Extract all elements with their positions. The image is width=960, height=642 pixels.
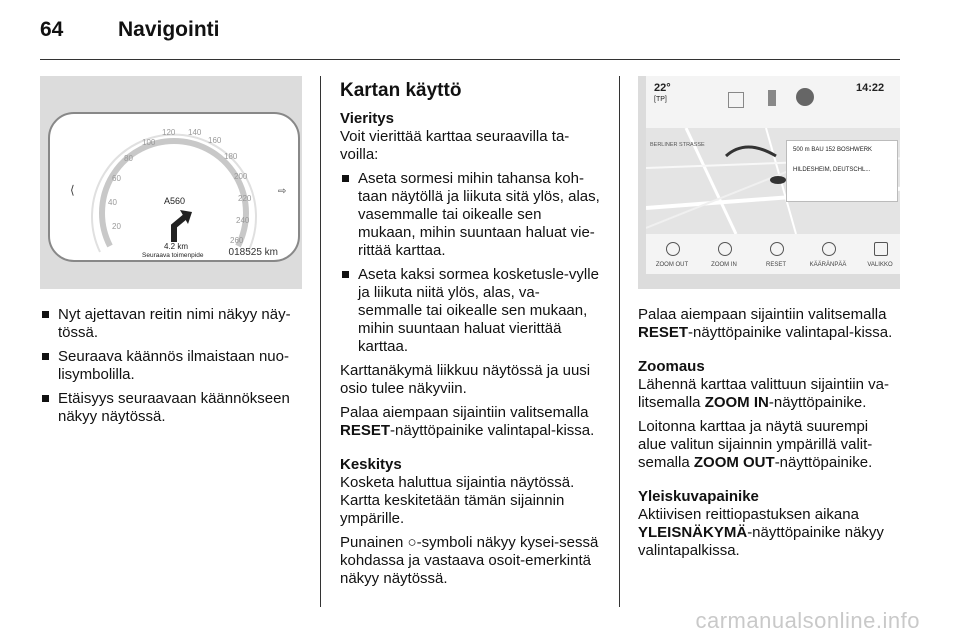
paragraph: Punainen ○-symboli näkyy kysei-sessä kohdassa ja vastaava osoit-emerkintä näkyy näytössä. — [340, 534, 599, 587]
road-label: A560 — [164, 196, 186, 206]
paragraph: Loitonna karttaa ja näytä suurempi alue valitun sijainnin ympärillä valit-semalla ZOOM OUT-näyttöpainike. — [638, 418, 873, 471]
list-item — [40, 390, 302, 426]
reset-label: RESET — [765, 262, 786, 268]
list-item — [40, 306, 302, 342]
guidance-destination: HILDESHEIM, DEUTSCHL... — [793, 167, 871, 173]
subheading-vieritys: Vieritys — [340, 110, 394, 127]
subheading-zoomaus: Zoomaus — [638, 358, 705, 375]
paragraph: Palaa aiempaan sijaintiin valitsemalla RESET-näyttöpainike valintapal-kissa. — [340, 404, 595, 439]
page-number: 64 — [40, 18, 64, 41]
page-title: Navigointi — [118, 18, 220, 41]
menu-icon — [874, 242, 888, 256]
speed-number: 20 — [112, 222, 121, 231]
next-maneuver-label: Seuraava toimenpide — [142, 252, 204, 259]
bullet-icon — [342, 175, 349, 182]
zoom-out-icon — [666, 242, 680, 256]
left-column — [40, 306, 302, 432]
status-bar — [646, 76, 900, 128]
bullet-text: Seuraava käännös ilmaistaan nuo-lisymbolilla. — [58, 348, 289, 383]
speed-number: 80 — [124, 154, 133, 163]
header-rule — [40, 59, 900, 60]
column-divider-left — [320, 76, 321, 607]
subheading-keskitys: Keskitys — [340, 456, 402, 473]
middle-column — [340, 80, 602, 594]
navigation-icon[interactable] — [796, 88, 814, 106]
svg-text:⇨: ⇨ — [278, 186, 287, 197]
list-item — [340, 170, 602, 260]
speed-number: 200 — [234, 172, 248, 181]
navigation-screen-figure — [638, 76, 900, 289]
overview-button[interactable] — [802, 234, 854, 274]
speed-number: 140 — [188, 128, 202, 137]
subheading-yleiskuva: Yleiskuvapainike — [638, 488, 759, 505]
list-item — [40, 348, 302, 384]
distance-label: 4.2 km — [164, 242, 189, 251]
instrument-cluster — [48, 112, 300, 262]
zoom-in-icon — [718, 242, 732, 256]
menu-button[interactable] — [854, 234, 900, 274]
bullet-icon — [342, 271, 349, 278]
turn-arrow-icon — [166, 206, 196, 244]
speed-number: 100 — [142, 138, 156, 147]
odometer: 018525 km — [228, 247, 278, 258]
right-column — [638, 306, 900, 566]
menu-label: VALIKKO — [867, 262, 893, 268]
svg-text:⟨: ⟨ — [70, 183, 75, 197]
temperature: 22° — [654, 82, 671, 94]
guidance-panel — [786, 140, 898, 202]
bullet-text: Aseta kaksi sormea kosketusle-vylle ja liikuta niitä ylös, alas, va-semmalle tai oikealle sen mukaan, mihin suuntaan haluat vierittää karttaa. — [358, 266, 599, 355]
speed-number: 180 — [224, 152, 238, 161]
bullet-icon — [42, 395, 49, 402]
music-icon[interactable] — [728, 92, 744, 108]
zoom-in-button[interactable] — [698, 234, 750, 274]
reset-button[interactable] — [750, 234, 802, 274]
clock: 14:22 — [856, 82, 885, 94]
paragraph: Voit vierittää karttaa seuraavilla ta-voilla: — [340, 128, 570, 163]
speed-number: 120 — [162, 128, 176, 137]
paragraph: Aktiivisen reittiopastuksen aikana YLEISNÄKYMÄ-näyttöpainike näkyy valintapalkissa. — [638, 506, 884, 559]
paragraph: Palaa aiempaan sijaintiin valitsemalla RESET-näyttöpainike valintapal-kissa. — [638, 306, 893, 341]
guidance-instruction: 500 m BAU 152 BOSHWERK — [793, 147, 873, 153]
bullet-text: Etäisyys seuraavaan käännökseen näkyy näytössä. — [58, 390, 290, 425]
paragraph: Kosketa haluttua sijaintia näytössä. Kartta keskitetään tämän sijainnin ympärille. — [340, 474, 575, 527]
paragraph: Karttanäkymä liikkuu näytössä ja uusi osio tulee näkyviin. — [340, 362, 591, 397]
speed-number: 40 — [108, 198, 117, 207]
bullet-text: Aseta sormesi mihin tahansa koh-taan näytöllä ja liikuta sitä ylös, alas, vasemmalle tai oikealle sen mukaan, mihin suuntaan haluat vie-rittää karttaa. — [358, 170, 600, 259]
magnifier-icon — [822, 242, 836, 256]
zoom-out-button[interactable] — [646, 234, 698, 274]
phone-icon[interactable] — [768, 90, 776, 106]
speed-number: 260 — [230, 236, 244, 245]
speed-number: 160 — [208, 136, 222, 145]
soft-button-bar — [646, 234, 900, 274]
overview-label: KÄÄRÄNPÄÄ — [809, 262, 847, 268]
bullet-icon — [42, 311, 49, 318]
speed-number: 240 — [236, 216, 250, 225]
traffic-program: [TP] — [654, 96, 667, 103]
cluster-figure — [40, 76, 302, 289]
zoom-out-label: ZOOM OUT — [655, 262, 689, 268]
bullet-icon — [42, 353, 49, 360]
crosshair-icon — [770, 242, 784, 256]
street-name: BERLINER STRASSE — [650, 142, 705, 148]
zoom-in-label: ZOOM IN — [711, 262, 737, 268]
paragraph: Lähennä karttaa valittuun sijaintiin va-litsemalla ZOOM IN-näyttöpainike. — [638, 376, 889, 411]
section-heading: Kartan käyttö — [340, 80, 462, 101]
watermark: carmanualsonline.info — [695, 608, 920, 633]
speed-number: 60 — [112, 174, 121, 183]
list-item — [340, 266, 602, 356]
map-view[interactable] — [646, 128, 900, 234]
bullet-text: Nyt ajettavan reitin nimi näkyy näy-tössä. — [58, 306, 291, 341]
speed-number: 220 — [238, 194, 252, 203]
column-divider-right — [619, 76, 620, 607]
